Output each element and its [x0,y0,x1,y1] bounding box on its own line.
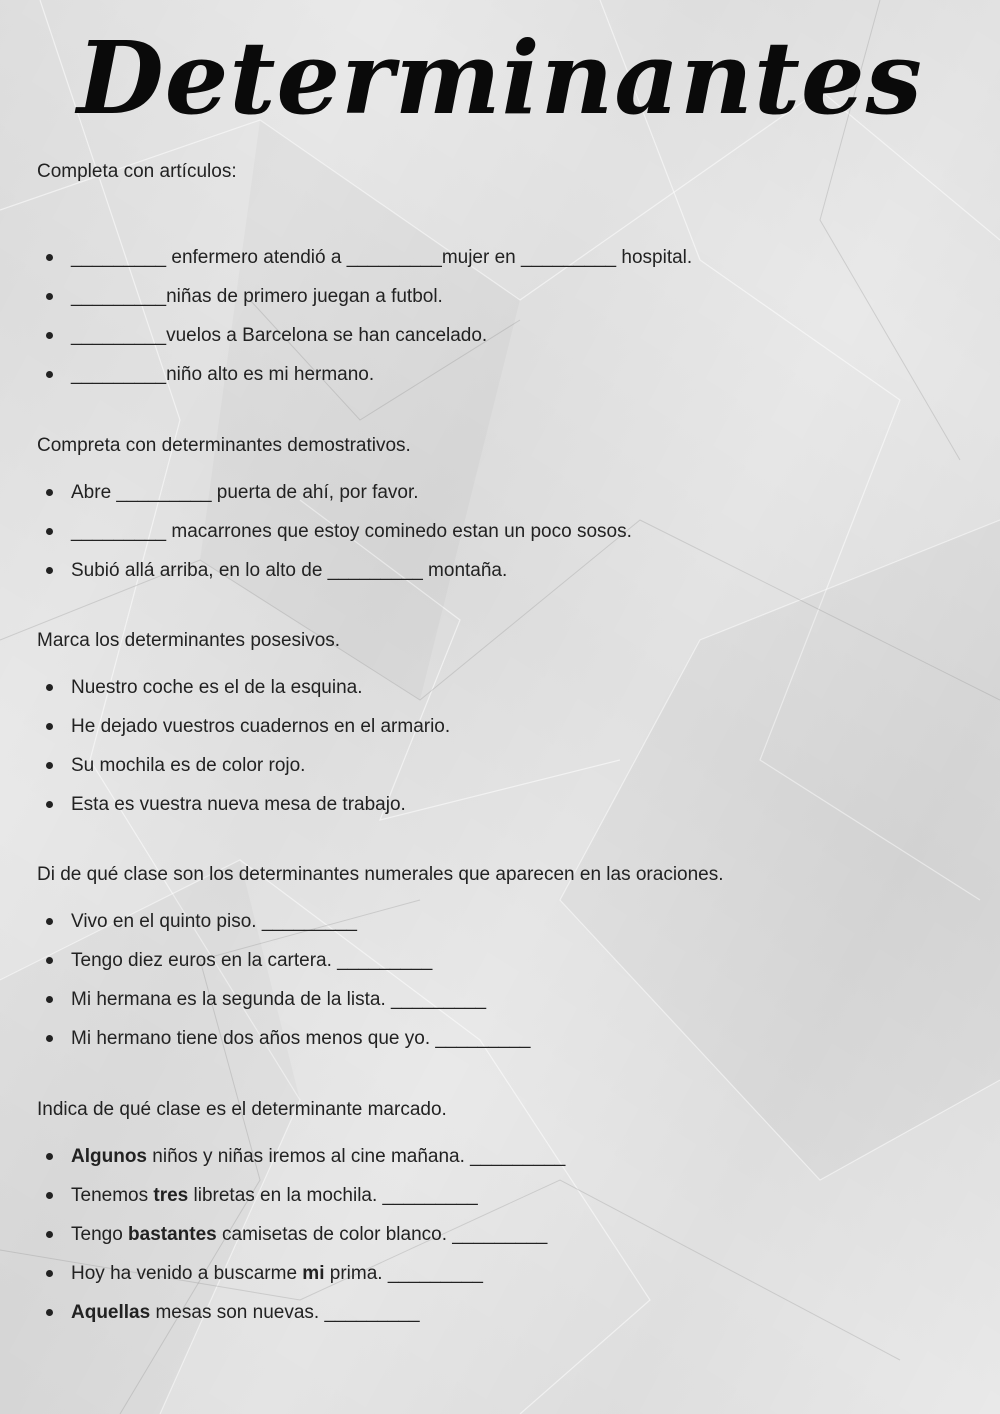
bullet-icon [46,332,53,339]
bullet-icon [46,1192,53,1199]
section-heading: Completa con artículos: [37,161,237,182]
item-text-before: Tengo [71,1224,129,1245]
item-text-after: mesas son nuevas. _________ [150,1302,420,1323]
list-item [37,277,967,316]
exercise-list [37,238,967,394]
marked-determiner: bastantes [128,1224,217,1245]
list-item [37,902,967,941]
item-text-after: prima. _________ [324,1263,483,1284]
list-item [37,551,967,590]
bullet-icon [46,996,53,1003]
section-posesivos [37,629,967,824]
bullet-icon [46,762,53,769]
bullet-icon [46,293,53,300]
bullet-icon [46,1309,53,1316]
list-item [37,355,967,394]
item-text: Tengo diez euros en la cartera. _________ [71,950,433,971]
list-item [37,1137,967,1176]
marked-determiner: Aquellas [71,1302,151,1323]
section-numerales [37,863,967,1058]
item-text: Su mochila es de color rojo. [71,755,306,776]
list-item [37,1176,967,1215]
section-heading: Compreta con determinantes demostrativos. [37,435,411,456]
list-item [37,473,967,512]
exercise-list [37,668,967,824]
bullet-icon [46,1035,53,1042]
list-item [37,941,967,980]
item-text: Esta es vuestra nueva mesa de trabajo. [71,794,406,815]
bullet-icon [46,957,53,964]
bullet-icon [46,567,53,574]
section-heading: Indica de qué clase es el determinante marcado. [37,1099,447,1120]
section-demostrativos [37,434,967,590]
marked-determiner: Algunos [71,1146,147,1167]
section-heading: Marca los determinantes posesivos. [37,630,341,651]
list-item [37,785,967,824]
item-text: _________ enfermero atendió a _________mujer en _________ hospital. [71,247,693,268]
bullet-icon [46,684,53,691]
bullet-icon [46,371,53,378]
item-text: Vivo en el quinto piso. _________ [71,911,357,932]
list-item [37,1293,967,1332]
list-item [37,1254,967,1293]
item-text: Mi hermano tiene dos años menos que yo. _________ [71,1028,531,1049]
item-text-after: niños y niñas iremos al cine mañana. _________ [147,1146,566,1167]
list-item [37,512,967,551]
section-articulos [37,160,967,394]
exercise-list [37,902,967,1058]
bullet-icon [46,918,53,925]
item-text: _________ macarrones que estoy cominedo estan un poco sosos. [71,521,632,542]
list-item [37,1019,967,1058]
item-text: Abre _________ puerta de ahí, por favor. [71,482,419,503]
bullet-icon [46,489,53,496]
marked-determiner: tres [153,1185,189,1206]
marked-determiner: mi [302,1263,325,1284]
item-text: _________niñas de primero juegan a futbol. [71,286,443,307]
exercise-list [37,1137,967,1332]
bullet-icon [46,1270,53,1277]
list-item [37,668,967,707]
item-text: Nuestro coche es el de la esquina. [71,677,363,698]
item-text: _________niño alto es mi hermano. [71,364,375,385]
item-text: He dejado vuestros cuadernos en el armario. [71,716,451,737]
list-item [37,746,967,785]
item-text-after: libretas en la mochila. _________ [188,1185,478,1206]
section-marcado [37,1098,967,1332]
list-item [37,316,967,355]
item-text: Mi hermana es la segunda de la lista. _________ [71,989,487,1010]
bullet-icon [46,1153,53,1160]
bullet-icon [46,723,53,730]
bullet-icon [46,801,53,808]
item-text-after: camisetas de color blanco. _________ [216,1224,548,1245]
list-item [37,707,967,746]
bullet-icon [46,1231,53,1238]
bullet-icon [46,254,53,261]
exercise-list [37,473,967,590]
bullet-icon [46,528,53,535]
list-item [37,238,967,277]
list-item [37,1215,967,1254]
item-text: Subió allá arriba, en lo alto de _________ montaña. [71,560,508,581]
item-text: _________vuelos a Barcelona se han cancelado. [71,325,488,346]
item-text-before: Hoy ha venido a buscarme [71,1263,303,1284]
item-text-before: Tenemos [71,1185,154,1206]
list-item [37,980,967,1019]
page-title: Determinantes [77,19,923,137]
section-heading: Di de qué clase son los determinantes numerales que aparecen en las oraciones. [37,864,724,885]
